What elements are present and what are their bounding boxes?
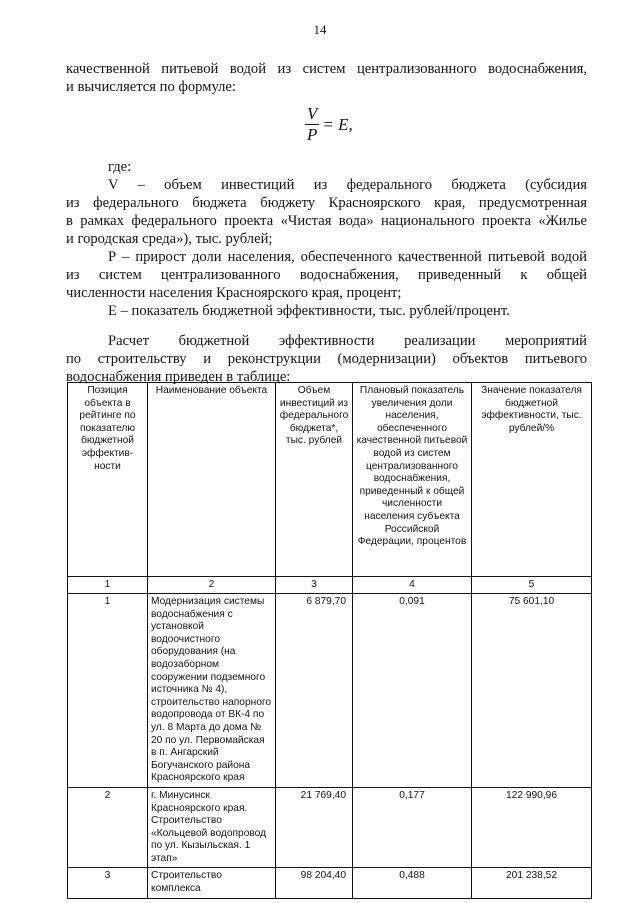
cell-increase: 0,177 [353,787,472,868]
where-label: где: [108,159,132,175]
column-number: 1 [68,577,148,594]
cell-increase: 0,488 [353,868,472,898]
text-line: по строительству и реконструкции (модернизации) объектов питьевого [66,351,587,367]
cell-name: Строительство комплекса [148,868,276,898]
cell-investment: 98 204,40 [276,868,353,898]
column-number: 3 [276,577,353,594]
text-line: из федерального бюджета бюджету Красноярского края, предусмотренная [66,195,587,211]
cell-efficiency: 122 990,96 [472,787,592,868]
header-position: Позиция объекта в рейтинге по показателю бюджетной эффектив-ности [68,383,148,577]
efficiency-table [67,382,592,899]
text-line: численности населения Красноярского края, процент; [66,285,402,301]
cell-investment: 6 879,70 [276,594,353,788]
formula-rhs: = E, [322,114,353,134]
header-increase: Плановый показатель увеличения доли населения, обеспеченного качественной питьевой водой из систем централизованного водоснабжения, приведенный к общей численности населения субъекта Российской Федерации, процентов [353,383,472,577]
text-line: в рамках федерального проекта «Чистая вода» национального проекта «Жилье [66,213,587,229]
table-row [68,868,592,898]
v-definition [66,176,587,248]
cell-increase: 0,091 [353,594,472,788]
p-definition [66,248,587,302]
text-line: Расчет бюджетной эффективности реализации мероприятий [108,333,587,349]
cell-efficiency: 201 238,52 [472,868,592,898]
cell-position: 1 [68,594,148,788]
table-column-numbers-row [68,577,592,594]
cell-name: г. Минусинск Красноярского края. Строительство «Кольцевой водопровод по ул. Кызыльская. 1 этап» [148,787,276,868]
cell-name: Модернизация системы водоснабжения с установкой водоочистного оборудования (на водозаборном сооружении подземного источника № 4), строительство напорного водопровода от ВК-4 по ул. 8 Марта до дома № 20 по ул. Первомайская в п. Ангарский Богучанского района Красноярского края [148,594,276,788]
text-line: водоснабжения приведен в таблице: [66,369,291,385]
cell-position: 2 [68,787,148,868]
text-line: V – объем инвестиций из федерального бюджета (субсидия [108,177,587,193]
page-number: 14 [313,22,327,37]
text-line: качественной питьевой водой из систем централизованного водоснабжения, [66,61,587,77]
column-number: 5 [472,577,592,594]
text-line: и вычисляется по формуле: [66,79,236,95]
header-investment: Объем инвестиций из федерального бюджета*, тыс. рублей [276,383,353,577]
formula-numerator: V [307,104,318,123]
text-line: Р – прирост доли населения, обеспеченного качественной питьевой водой [108,249,587,265]
e-definition: Е – показатель бюджетной эффективности, тыс. рублей/процент. [108,303,510,319]
header-name: Наименование объекта [148,383,276,577]
column-number: 2 [148,577,276,594]
table-row [68,787,592,868]
text-line: и городская среда»), тыс. рублей; [66,231,273,247]
cell-investment: 21 769,40 [276,787,353,868]
column-number: 4 [353,577,472,594]
cell-efficiency: 75 601,10 [472,594,592,788]
intro-paragraph [66,60,587,96]
header-efficiency: Значение показателя бюджетной эффективности, тыс. рублей/% [472,383,592,577]
cell-position: 3 [68,868,148,898]
table-header-row [68,383,592,577]
formula-denominator: P [307,125,318,144]
table-row [68,594,592,788]
text-line: из систем централизованного водоснабжения, приведенный к общей [66,267,587,283]
calc-paragraph [66,332,587,386]
formula-fraction [305,104,319,145]
formula [305,104,353,145]
